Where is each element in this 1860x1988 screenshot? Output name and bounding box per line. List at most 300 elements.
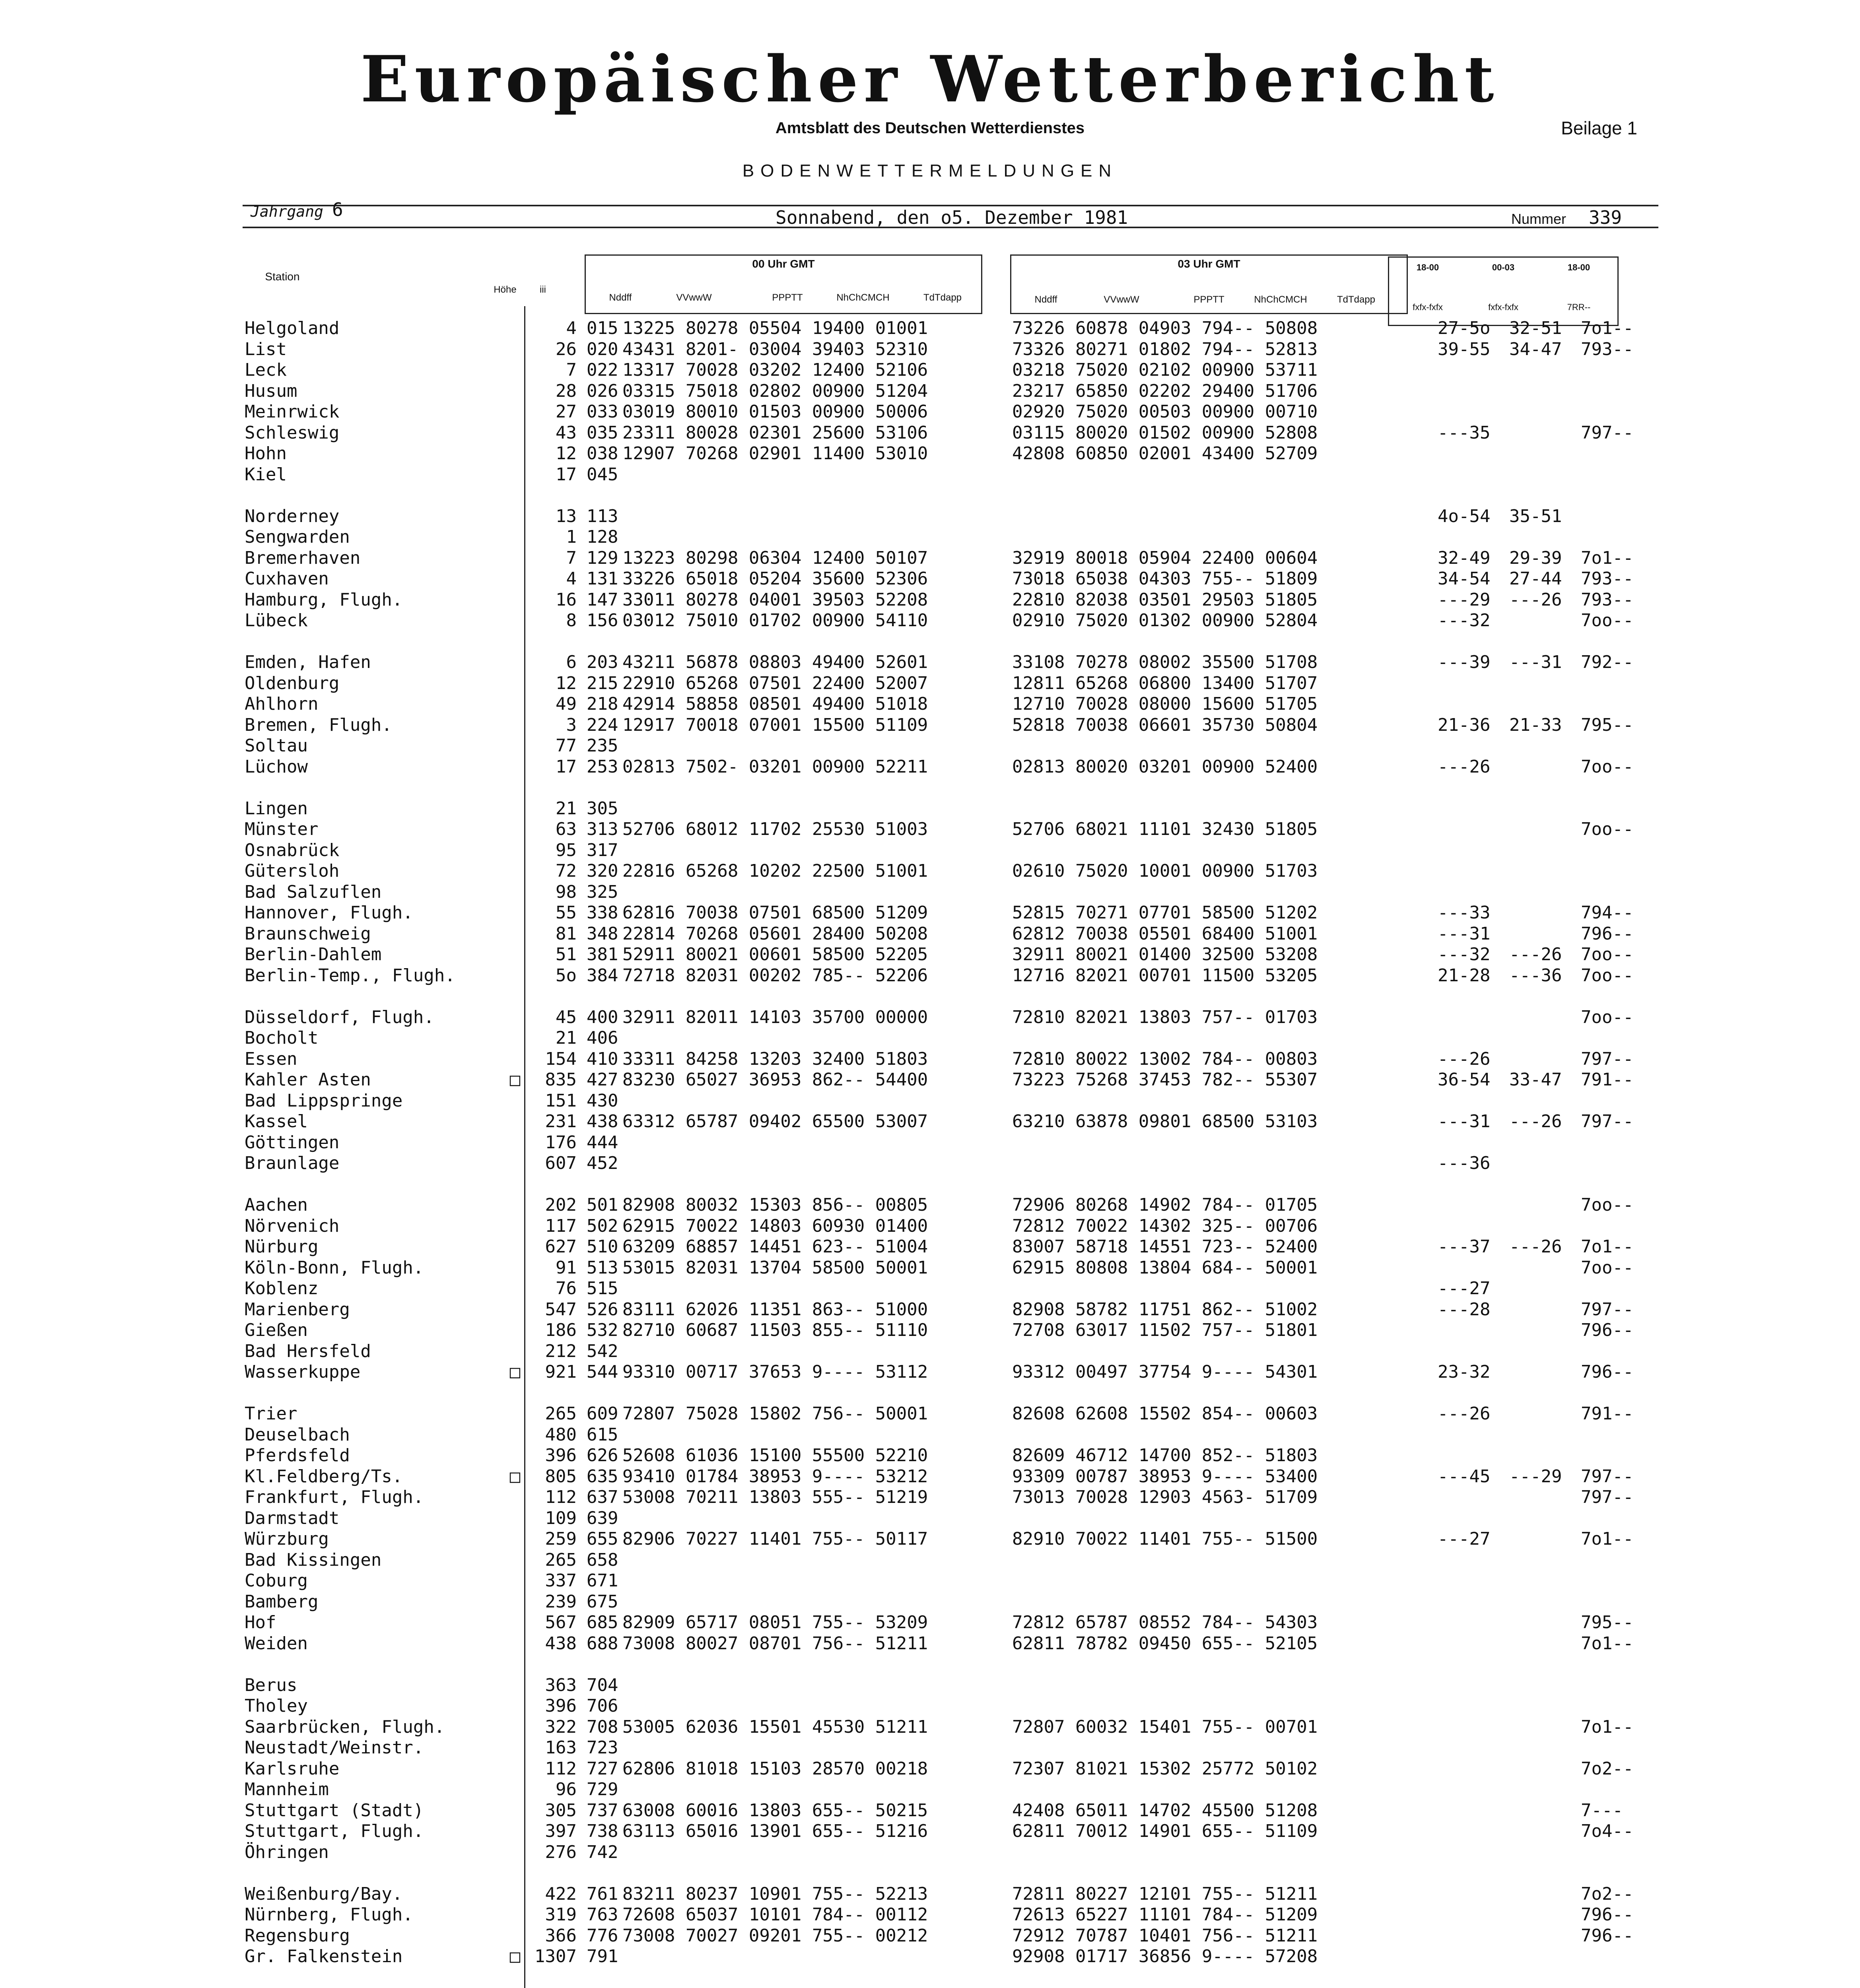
obs-03 [1012,1278,1438,1299]
station-mark [507,1926,523,1947]
precip [1581,1508,1652,1529]
extreme-1 [1438,694,1509,715]
extreme-1 [1438,1341,1509,1362]
precip [1581,1550,1652,1571]
precip: 7oo-- [1581,610,1634,631]
precip [1581,402,1652,423]
station-name: Norderney [245,506,340,526]
station-name: Darmstadt [245,1508,340,1528]
precip: 794-- [1581,903,1634,923]
precip: 797-- [1581,1048,1634,1069]
precip [1581,694,1652,715]
obs-00 [622,1028,1012,1049]
station-mark [507,1320,523,1341]
obs-03: 73013 70028 12903 4563- 51709 [1012,1487,1318,1507]
report-subtitle: Amtsblatt des Deutschen Wetterdienstes [775,119,1085,137]
precip: 797-- [1581,1299,1634,1320]
station-index: 305 [587,798,618,819]
station-mark [507,527,523,548]
extreme-2 [1509,1633,1581,1654]
station-elevation: 49 [556,694,577,714]
station-name: Regensburg [245,1925,350,1946]
station-name: Hof [245,1612,276,1633]
obs-03 [1012,1779,1438,1800]
extreme-1: ---31 [1438,1111,1491,1132]
extreme-2 [1509,1800,1581,1821]
station-name: Kassel [245,1111,308,1132]
station-index: 639 [587,1508,618,1528]
obs-03: 02610 75020 10001 00900 51703 [1012,861,1318,881]
obs-03: 12710 70028 08000 15600 51705 [1012,694,1318,714]
obs-03: 33108 70278 08002 35500 51708 [1012,652,1318,672]
extreme-2 [1509,861,1581,882]
extreme-1 [1438,1696,1509,1717]
obs-00 [622,798,1012,819]
station-index: 609 [587,1404,618,1424]
obs-03: 72613 65227 11101 784-- 51209 [1012,1905,1318,1925]
obs-03: 02813 80020 03201 00900 52400 [1012,756,1318,777]
extreme-1 [1438,1425,1509,1446]
precip [1581,1425,1652,1446]
col-ppptt-00: PPPTT [772,292,803,303]
extreme-2 [1509,1445,1581,1466]
precip [1581,673,1652,694]
extreme-1 [1438,1195,1509,1216]
station-index: 637 [587,1487,618,1507]
extreme-2: ---31 [1509,652,1562,672]
precip: 7o4-- [1581,1821,1634,1841]
group-gap [245,986,1652,1007]
group-00-label: 00 Uhr GMT [752,258,815,270]
station-name: Öhringen [245,1842,329,1862]
station-index: 727 [587,1758,618,1779]
station-index: 723 [587,1738,618,1758]
station-index: 502 [587,1215,618,1236]
obs-03 [1012,1341,1438,1362]
obs-00: 83230 65027 36953 862-- 54400 [622,1070,928,1090]
table-row [245,1612,1652,1633]
extreme-2: ---36 [1509,965,1562,986]
table-row [245,1842,1652,1863]
precip [1581,736,1652,757]
table-row [245,715,1652,736]
station-elevation: 397 [545,1821,577,1841]
station-index: 320 [587,861,618,881]
extreme-1: ---31 [1438,923,1491,944]
extreme-2 [1509,360,1581,381]
obs-03: 82908 58782 11751 862-- 51002 [1012,1299,1318,1320]
station-name: Wasserkuppe [245,1362,361,1382]
precip [1581,360,1652,381]
precip [1581,1132,1652,1153]
extreme-2: 34-47 [1509,339,1562,359]
obs-00: 62915 70022 14803 60930 01400 [622,1215,928,1236]
extreme-1 [1438,840,1509,861]
station-elevation: 112 [545,1487,577,1507]
station-name: Gr. Falkenstein [245,1946,403,1967]
precip: 7oo-- [1581,944,1634,965]
obs-03: 73018 65038 04303 755-- 51809 [1012,569,1318,589]
station-mark [507,1550,523,1571]
station-index: 020 [587,339,618,359]
station-mark [507,1132,523,1153]
extreme-1 [1438,1445,1509,1466]
extreme-1: ---28 [1438,1299,1491,1320]
station-index: 427 [587,1070,618,1090]
station-index: 737 [587,1800,618,1821]
obs-00 [622,1132,1012,1153]
station-table [245,318,1652,1988]
station-elevation: 95 [556,840,577,860]
obs-00 [622,840,1012,861]
col-tdtd-03: TdTdapp [1337,294,1376,305]
station-index: 381 [587,944,618,965]
extreme-2: ---26 [1509,1237,1562,1257]
station-index: 761 [587,1883,618,1904]
obs-00: 72718 82031 00202 785-- 52206 [622,965,928,986]
table-row [245,1028,1652,1049]
extreme-2 [1509,1779,1581,1800]
group-gap [245,1383,1652,1404]
station-name: Meinrwick [245,402,340,422]
station-name: Neustadt/Weinstr. [245,1738,424,1758]
obs-00: 82710 60687 11503 855-- 51110 [622,1320,928,1340]
extreme-2 [1509,1362,1581,1383]
precip [1581,1091,1652,1112]
obs-03: 62811 70012 14901 655-- 51109 [1012,1821,1318,1841]
extreme-2 [1509,1299,1581,1320]
station-elevation: 6 [566,652,577,672]
precip: 791-- [1581,1404,1634,1424]
station-name: Trier [245,1404,297,1424]
obs-03: 72708 63017 11502 757-- 51801 [1012,1320,1318,1340]
extreme-2 [1509,1028,1581,1049]
station-index: 253 [587,756,618,777]
table-row [245,673,1652,694]
extreme-1 [1438,1487,1509,1508]
station-name: Koblenz [245,1278,319,1299]
obs-00 [622,1571,1012,1592]
extreme-2 [1509,1320,1581,1341]
table-row [245,1111,1652,1132]
station-index: 706 [587,1696,618,1716]
station-elevation: 337 [545,1571,577,1591]
station-mark [507,798,523,819]
precip [1581,1445,1652,1466]
station-index: 348 [587,923,618,944]
jahrgang-label: Jahrgang [251,203,324,220]
extreme-1 [1438,861,1509,882]
precip: 7oo-- [1581,756,1634,777]
station-elevation: 26 [556,339,577,359]
extreme-2: 35-51 [1509,506,1562,526]
station-name: Lübeck [245,610,308,631]
station-elevation: 12 [556,443,577,464]
obs-03 [1012,1091,1438,1112]
extreme-1: ---26 [1438,1404,1491,1424]
extreme-2: ---26 [1509,944,1562,965]
obs-03 [1012,1592,1438,1613]
precip [1581,1571,1652,1592]
table-row [245,1278,1652,1299]
extreme-2 [1509,1132,1581,1153]
obs-03: 72812 70022 14302 325-- 00706 [1012,1215,1318,1236]
table-row [245,1487,1652,1508]
station-index: 532 [587,1320,618,1340]
extreme-2 [1509,819,1581,840]
obs-00: 72807 75028 15802 756-- 50001 [622,1404,928,1424]
table-row [245,1675,1652,1696]
station-header: Station [265,270,300,283]
station-index: 444 [587,1132,618,1153]
extreme-2 [1509,1612,1581,1633]
station-mark [507,1884,523,1905]
obs-03 [1012,882,1438,903]
extreme-2 [1509,840,1581,861]
station-index: 542 [587,1341,618,1361]
station-elevation: 567 [545,1612,577,1633]
extreme-2 [1509,527,1581,548]
extreme-2 [1509,798,1581,819]
precip: 7--- [1581,1800,1623,1821]
obs-03: 72811 80227 12101 755-- 51211 [1012,1883,1318,1904]
extreme-2: ---26 [1509,1111,1562,1132]
station-index: 615 [587,1424,618,1445]
station-index: 791 [587,1946,618,1967]
group-gap [245,1174,1652,1195]
station-elevation: 12 [556,673,577,693]
station-mark [507,1633,523,1654]
table-row [245,569,1652,590]
obs-03: 52818 70038 06601 35730 50804 [1012,714,1318,735]
station-index: 131 [587,569,618,589]
station-mark [507,1592,523,1613]
obs-00: 03315 75018 02802 00900 51204 [622,381,928,401]
extreme-1 [1438,1738,1509,1759]
station-name: Husum [245,381,297,401]
precip: 795-- [1581,1612,1634,1633]
table-row [245,1445,1652,1466]
obs-00 [622,1550,1012,1571]
precip: 797-- [1581,1466,1634,1487]
precip [1581,443,1652,464]
station-mark [507,1696,523,1717]
precip: 7o1-- [1581,318,1634,338]
precip [1581,464,1652,485]
station-index: 430 [587,1090,618,1111]
table-row [245,506,1652,527]
table-row [245,1905,1652,1926]
obs-00: 53005 62036 15501 45530 51211 [622,1716,928,1737]
table-row [245,423,1652,444]
col-r3-sub: 7RR-- [1567,302,1591,312]
obs-03 [1012,1508,1438,1529]
station-elevation: 438 [545,1633,577,1654]
col-r2-label: 00-03 [1492,262,1515,272]
obs-00: 42914 58858 08501 49400 51018 [622,694,928,714]
station-name: Hannover, Flugh. [245,903,413,923]
table-row [245,318,1652,339]
extreme-1 [1438,1946,1509,1967]
obs-00 [622,736,1012,757]
extreme-2 [1509,1675,1581,1696]
obs-03: 62915 80808 13804 684-- 50001 [1012,1257,1318,1278]
station-elevation: 607 [545,1153,577,1173]
extreme-2: 33-47 [1509,1070,1562,1090]
extreme-2 [1509,1216,1581,1237]
precip: 796-- [1581,1362,1634,1382]
obs-00 [622,1675,1012,1696]
station-mark [507,757,523,778]
station-mark [507,423,523,444]
extreme-2 [1509,610,1581,631]
extreme-1 [1438,1571,1509,1592]
station-elevation: 480 [545,1424,577,1445]
col-nddff-00: Nddff [609,292,632,303]
nummer-value: 339 [1589,207,1622,228]
precip: 7o1-- [1581,1716,1634,1737]
table-row [245,1884,1652,1905]
station-name: Berus [245,1675,297,1695]
extreme-1: ---36 [1438,1153,1491,1173]
station-name: Mannheim [245,1779,329,1800]
obs-03: 62811 78782 09450 655-- 52105 [1012,1633,1318,1654]
obs-03 [1012,1696,1438,1717]
station-mark [507,1111,523,1132]
station-index: 203 [587,652,618,672]
station-mark [507,715,523,736]
obs-03: 72906 80268 14902 784-- 01705 [1012,1195,1318,1215]
obs-00 [622,1592,1012,1613]
extreme-2 [1509,402,1581,423]
station-index: 224 [587,714,618,735]
extreme-1 [1438,1675,1509,1696]
station-index: 658 [587,1549,618,1570]
precip: 793-- [1581,339,1634,359]
station-name: Weiden [245,1633,308,1654]
precip: 796-- [1581,1905,1634,1925]
station-name: Berlin-Temp., Flugh. [245,965,455,986]
station-elevation: 7 [566,547,577,568]
extreme-2 [1509,423,1581,444]
station-index: 501 [587,1195,618,1215]
extreme-1 [1438,1842,1509,1863]
station-elevation: 91 [556,1257,577,1278]
col-nhch-03: NhChCMCH [1254,294,1307,305]
station-name: Münster [245,819,319,839]
section-heading: BODENWETTERMELDUNGEN [742,161,1118,181]
obs-00: 22910 65268 07501 22400 52007 [622,673,928,693]
station-index: 452 [587,1153,618,1173]
extreme-1: 4o-54 [1438,506,1491,526]
group-gap [245,631,1652,652]
report-date: Sonnabend, den o5. Dezember 1981 [775,207,1128,228]
col-r3-label: 18-00 [1567,262,1590,272]
obs-03: 73326 80271 01802 794-- 52813 [1012,339,1318,359]
group-gap [245,1654,1652,1675]
station-name: Kahler Asten [245,1070,371,1090]
precip [1581,1278,1652,1299]
obs-03: 82609 46712 14700 852-- 51803 [1012,1445,1318,1466]
obs-00: 43431 8201- 03004 39403 52310 [622,339,928,359]
station-mark: □ [509,1070,521,1090]
obs-03: 82608 62608 15502 854-- 00603 [1012,1404,1318,1424]
obs-03 [1012,1425,1438,1446]
station-index: 022 [587,360,618,380]
extreme-1 [1438,1320,1509,1341]
table-row [245,736,1652,757]
table-row [245,924,1652,945]
extreme-1 [1438,402,1509,423]
obs-03: 72807 60032 15401 755-- 00701 [1012,1716,1318,1737]
station-index: 688 [587,1633,618,1654]
obs-00 [622,1508,1012,1529]
col-vvwww-03: VVwwW [1104,294,1139,305]
station-mark [507,924,523,945]
extreme-2 [1509,1550,1581,1571]
extreme-1: ---26 [1438,756,1491,777]
station-mark [507,965,523,986]
station-elevation: 17 [556,464,577,485]
extreme-1 [1438,1091,1509,1112]
obs-00: 53008 70211 13803 555-- 51219 [622,1487,928,1507]
station-index: 655 [587,1529,618,1549]
station-mark [507,1738,523,1759]
station-name: Würzburg [245,1529,329,1549]
station-elevation: 76 [556,1278,577,1299]
obs-03: 62812 70038 05501 68400 51001 [1012,923,1318,944]
station-mark [507,1237,523,1258]
obs-03: 92908 01717 36856 9---- 57208 [1012,1946,1318,1967]
precip [1581,527,1652,548]
precip: 791-- [1581,1070,1634,1090]
station-name: Tholey [245,1696,308,1716]
station-index: 763 [587,1905,618,1925]
station-index: 218 [587,694,618,714]
precip: 7o1-- [1581,1529,1634,1549]
extreme-2 [1509,1592,1581,1613]
extreme-2 [1509,464,1581,485]
table-row [245,652,1652,673]
extreme-2 [1509,1341,1581,1362]
station-index: 510 [587,1237,618,1257]
obs-00: 32911 82011 14103 35700 00000 [622,1007,928,1027]
extreme-1: ---29 [1438,589,1491,610]
obs-03: 32911 80021 01400 32500 53208 [1012,944,1318,965]
extreme-2 [1509,1049,1581,1070]
extreme-2 [1509,673,1581,694]
extreme-1: 34-54 [1438,569,1491,589]
station-mark [507,506,523,527]
station-name: Hamburg, Flugh. [245,589,403,610]
precip [1581,506,1652,527]
station-name: Stuttgart, Flugh. [245,1821,424,1841]
obs-03: 52706 68021 11101 32430 51805 [1012,819,1318,839]
obs-00: 33311 84258 13203 32400 51803 [622,1048,928,1069]
obs-00 [622,1091,1012,1112]
station-mark [507,610,523,631]
table-row [245,1800,1652,1821]
table-row [245,443,1652,464]
obs-03: 72912 70787 10401 756-- 51211 [1012,1925,1318,1946]
table-row [245,1926,1652,1947]
station-elevation: 96 [556,1779,577,1800]
precip [1581,1341,1652,1362]
station-name: Saarbrücken, Flugh. [245,1716,445,1737]
obs-00: 52911 80021 00601 58500 52205 [622,944,928,965]
precip: 7o1-- [1581,547,1634,568]
station-name: Osnabrück [245,840,340,860]
